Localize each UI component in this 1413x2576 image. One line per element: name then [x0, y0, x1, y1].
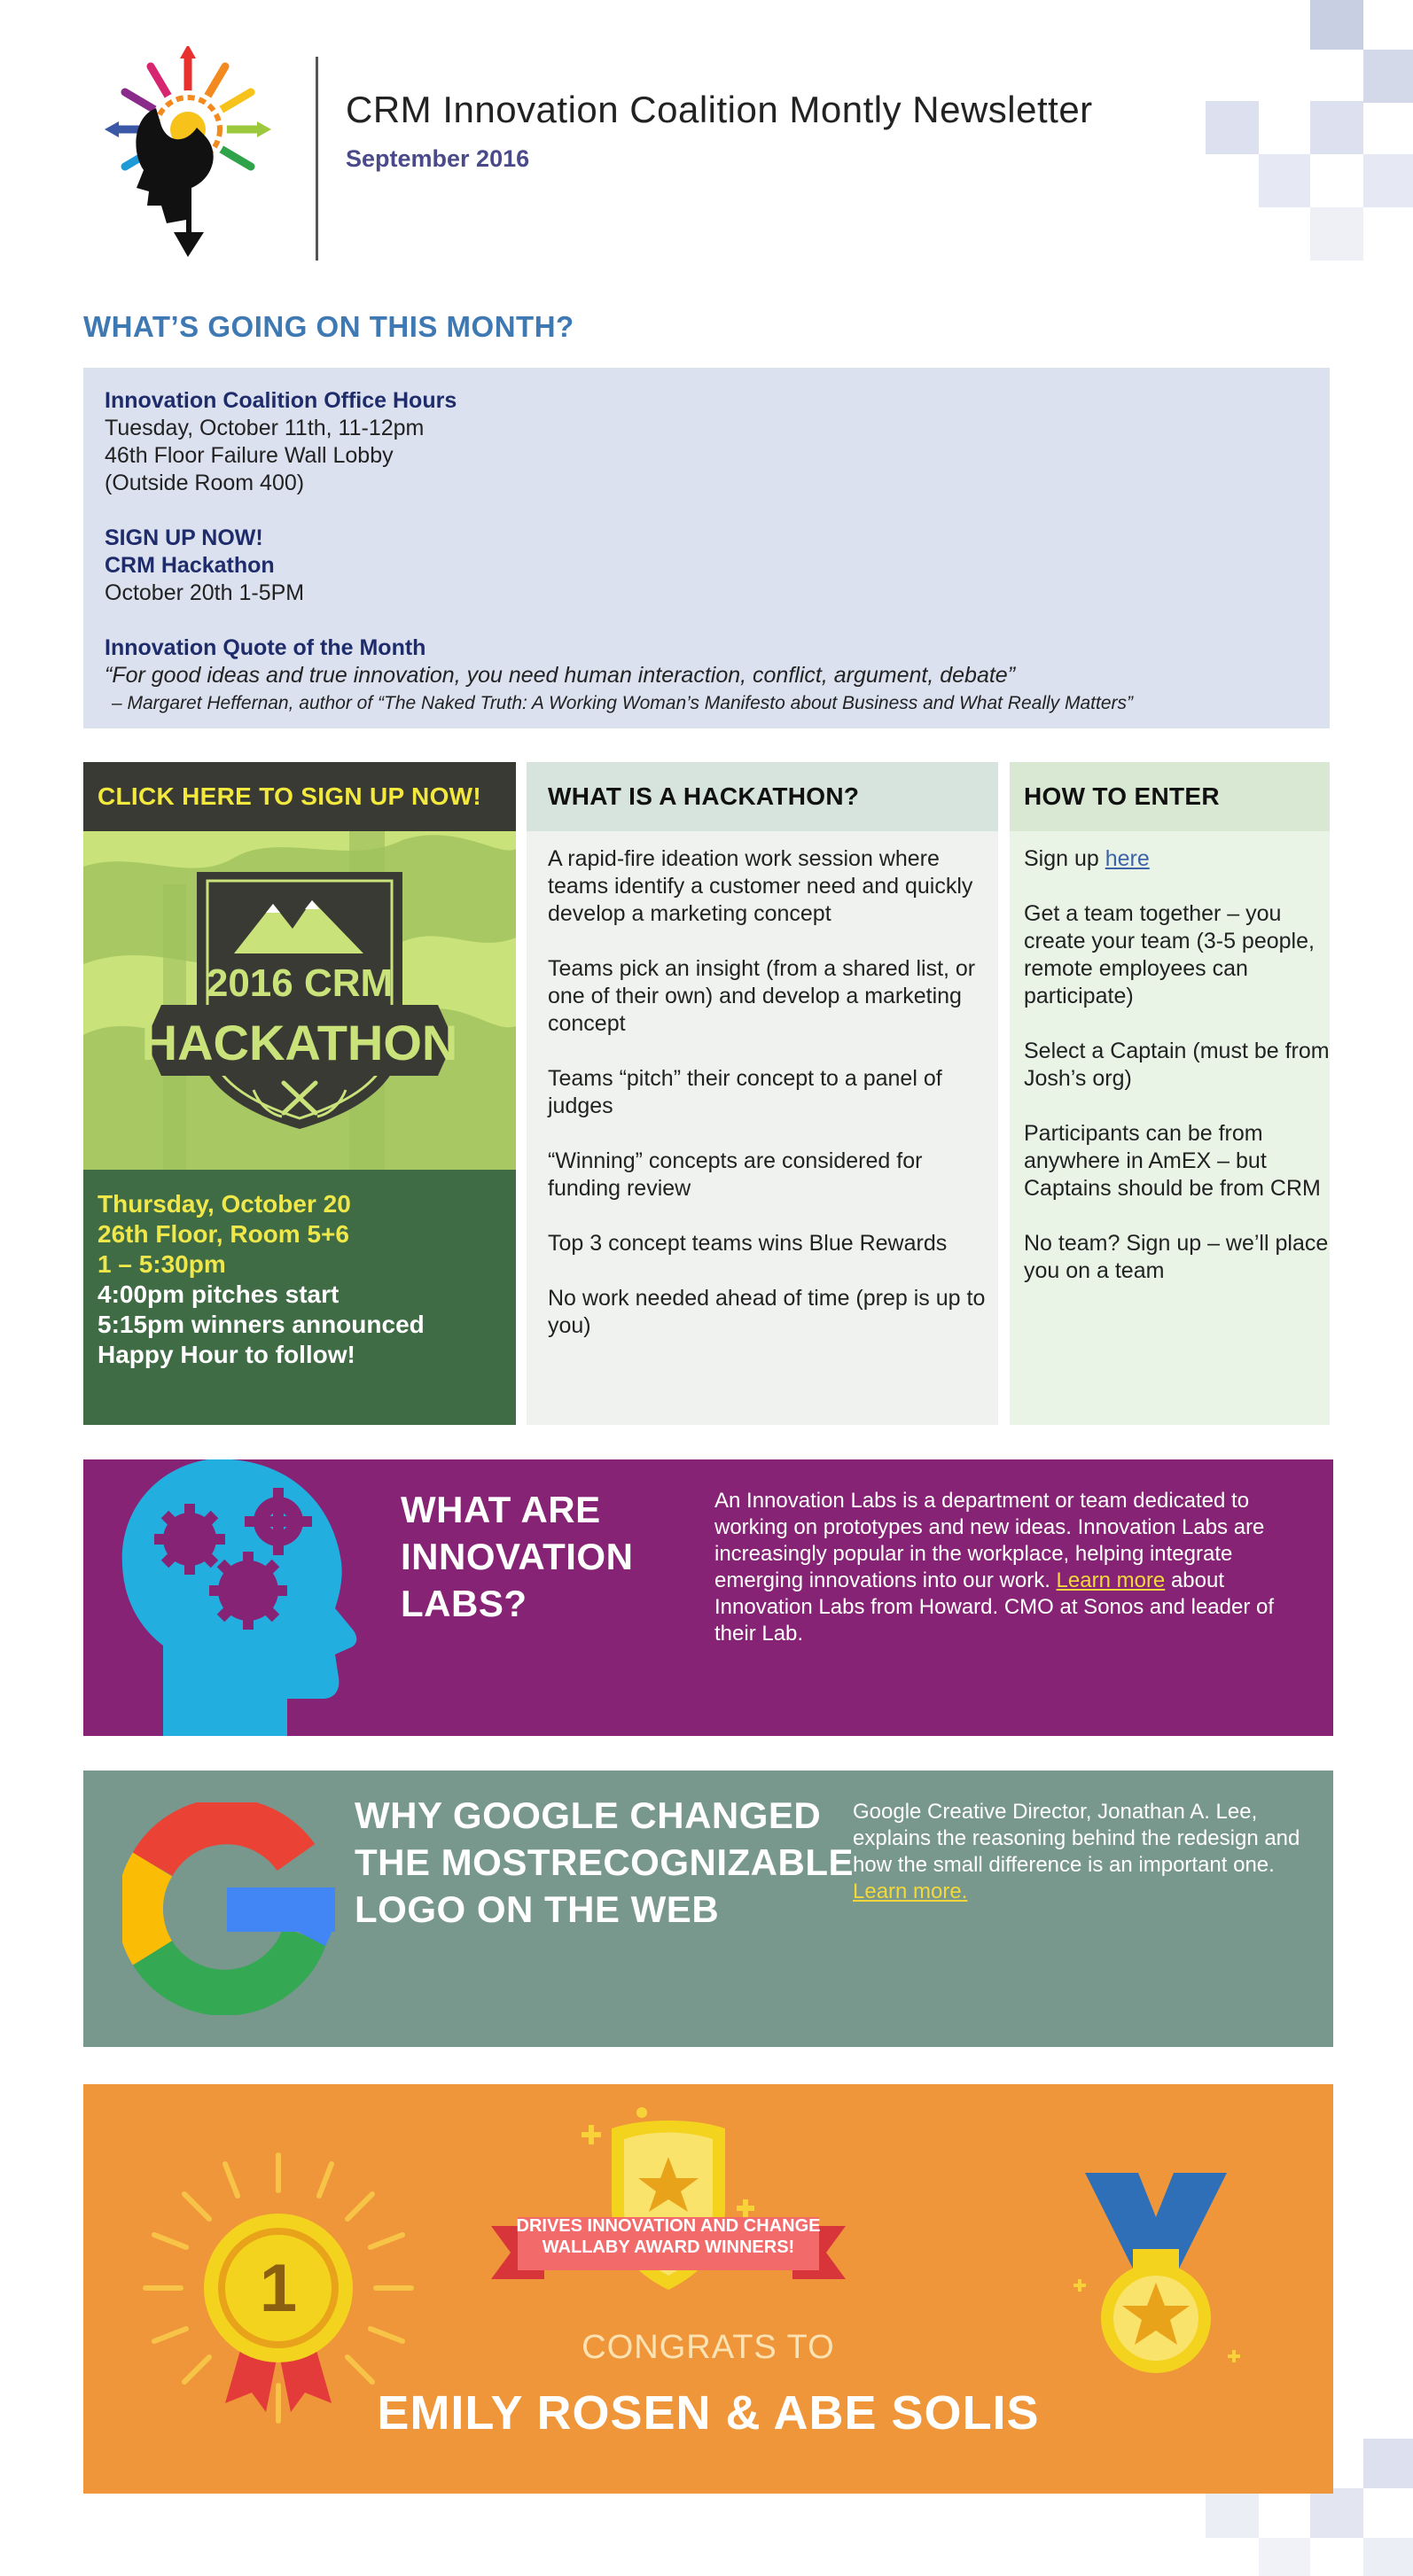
how-to-enter-list — [1010, 831, 1330, 1285]
office-hours-title: Innovation Coalition Office Hours — [105, 388, 457, 413]
hackathon-date: October 20th 1-5PM — [105, 580, 305, 605]
list-item: No work needed ahead of time (prep is up to you) — [548, 1286, 986, 1338]
list-item: Get a team together – you create your team (3-5 people, remote employees can participate) — [1024, 901, 1315, 1008]
hackathon-banner — [83, 831, 516, 1170]
list-item: Participants can be from anywhere in AmEX – but Captains should be from CRM — [1024, 1121, 1321, 1201]
head-gears-icon — [119, 1459, 402, 1736]
badge-title-text: HACKATHON — [141, 1015, 458, 1070]
hackathon-card — [83, 762, 516, 1425]
signup-prefix: Sign up — [1024, 846, 1105, 871]
decor-square — [1259, 2538, 1310, 2576]
hackathon-details — [83, 1170, 516, 1389]
office-hours-room: (Outside Room 400) — [105, 471, 305, 495]
coalition-logo-icon — [98, 46, 279, 259]
google-description — [853, 1799, 1314, 1905]
newsletter-header — [0, 0, 1413, 284]
office-hours-place: 46th Floor Failure Wall Lobby — [105, 443, 394, 468]
list-item: Top 3 concept teams wins Blue Rewards — [548, 1231, 948, 1256]
labs-learn-more-link[interactable]: Learn more — [1056, 1568, 1166, 1592]
list-item: “Winning” concepts are considered for funding review — [548, 1148, 923, 1201]
award-banner — [83, 2084, 1333, 2494]
how-to-enter-heading: HOW TO ENTER — [1010, 762, 1330, 831]
labs-description — [714, 1488, 1317, 1647]
decor-square — [1310, 2488, 1363, 2538]
badge-year-text: 2016 CRM — [206, 961, 394, 1005]
labs-heading: WHAT ARE INNOVATION LABS? — [401, 1489, 634, 1624]
what-is-heading: WHAT IS A HACKATHON? — [527, 762, 998, 831]
what-is-hackathon-panel — [527, 762, 998, 1425]
decor-square — [1363, 2538, 1413, 2576]
hackathon-time: 1 – 5:30pm — [98, 1250, 226, 1278]
google-heading: WHY GOOGLE CHANGED THE MOSTRECOGNIZABLE LOGO ON THE WEB — [355, 1794, 854, 1930]
list-item: Teams pick an insight (from a shared list, or one of their own) and develop a marketing concept — [548, 956, 976, 1036]
quote-text: “For good ideas and true innovation, you need human interaction, conflict, argument, debate” — [105, 663, 1016, 688]
google-text: Google Creative Director, Jonathan A. Lee, explains the reasoning behind the redesign and how the small difference is an important one. — [853, 1800, 1300, 1877]
quote-attribution: – Margaret Heffernan, author of “The Naked Truth: A Working Woman’s Manifesto about Business and What Really Matters” — [112, 693, 1134, 713]
award-ribbon-text — [491, 2215, 846, 2258]
hackathon-location: 26th Floor, Room 5+6 — [98, 1220, 349, 1248]
newsletter-date: September 2016 — [346, 145, 530, 172]
medal-number-text: 1 — [259, 2251, 298, 2326]
hackathon-date: Thursday, October 20 — [98, 1190, 351, 1218]
events-box — [83, 368, 1330, 728]
labs-text: An Innovation Labs is a department or team dedicated to working on prototypes and new ideas. Innovation Labs are increasingly popular in the workplace, helping integrate emerging innovations into our work. — [714, 1489, 1265, 1592]
ribbon-line: WALLABY AWARD WINNERS! — [542, 2237, 795, 2257]
hackathon-title: CRM Hackathon — [105, 553, 275, 578]
section-heading: WHAT’S GOING ON THIS MONTH? — [83, 310, 574, 343]
congrats-label: CONGRATS TO — [582, 2329, 835, 2366]
signup-link[interactable]: SIGN UP NOW! — [105, 525, 263, 550]
google-learn-more-link[interactable]: Learn more. — [853, 1879, 968, 1903]
decor-square — [1206, 2488, 1259, 2538]
award-winners: EMILY ROSEN & ABE SOLIS — [377, 2386, 1040, 2440]
innovation-labs-banner — [83, 1459, 1333, 1736]
what-is-list — [527, 831, 998, 1340]
list-item: No team? Sign up – we’ll place you on a team — [1024, 1231, 1329, 1283]
list-item — [1024, 845, 1330, 873]
list-item: Select a Captain (must be from Josh’s org) — [1024, 1039, 1330, 1091]
hackathon-badge-icon — [83, 831, 516, 1170]
quote-title: Innovation Quote of the Month — [105, 635, 426, 660]
list-item: A rapid-fire ideation work session where teams identify a customer need and quickly develop a marketing concept — [548, 846, 973, 926]
hackathon-pitches: 4:00pm pitches start — [98, 1280, 340, 1308]
google-logo-banner — [83, 1771, 1333, 2047]
shield-ribbon-icon — [456, 2102, 881, 2315]
newsletter-title: CRM Innovation Coalition Montly Newsletter — [346, 89, 1093, 130]
office-hours-date: Tuesday, October 11th, 11-12pm — [105, 416, 425, 440]
list-item: Teams “pitch” their concept to a panel of judges — [548, 1066, 942, 1118]
labs-text: about Innovation Labs from Howard. CMO at Sonos and leader of their Lab. — [714, 1568, 1275, 1646]
google-g-icon — [122, 1802, 335, 2015]
header-divider — [316, 57, 318, 261]
decor-square — [1363, 2439, 1413, 2488]
signup-button[interactable]: CLICK HERE TO SIGN UP NOW! — [83, 762, 516, 831]
signup-here-link[interactable]: here — [1105, 846, 1150, 871]
hackathon-winners: 5:15pm winners announced — [98, 1311, 425, 1338]
ribbon-line: DRIVES INNOVATION AND CHANGE — [516, 2216, 821, 2236]
hackathon-happy-hour: Happy Hour to follow! — [98, 1341, 355, 1368]
how-to-enter-panel — [1010, 762, 1330, 1425]
